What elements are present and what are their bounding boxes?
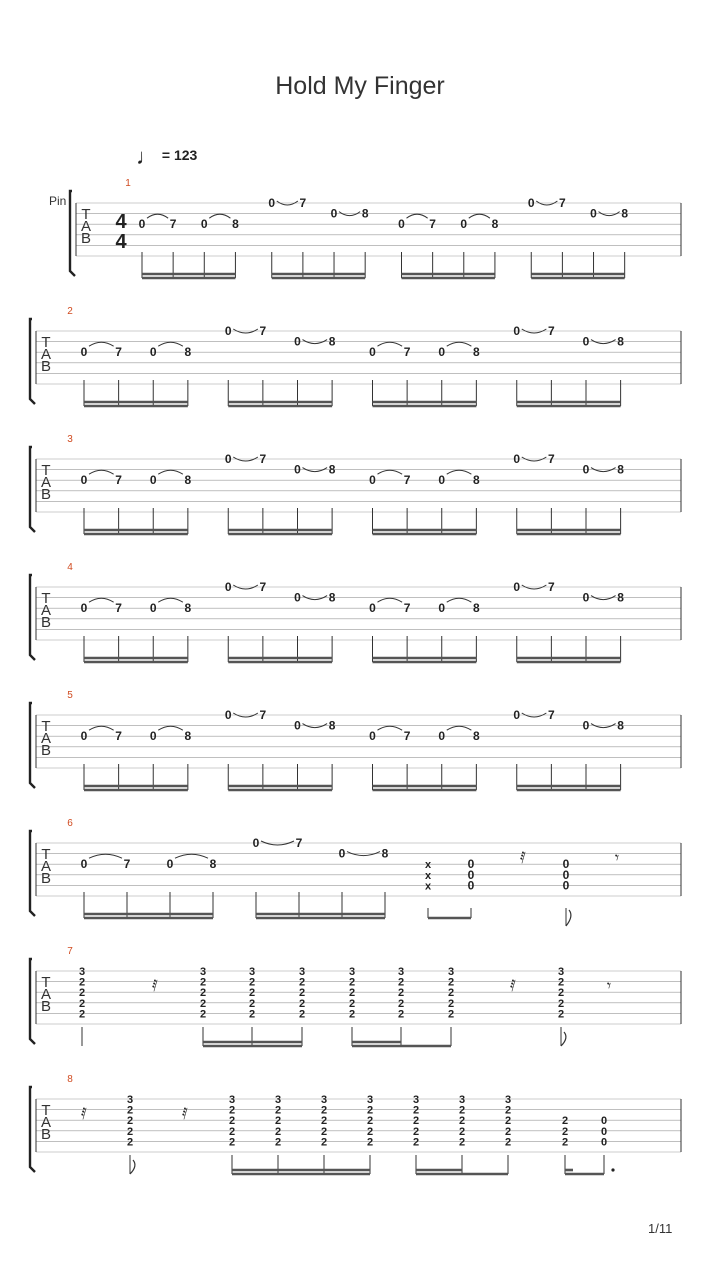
slide-slur bbox=[158, 726, 183, 730]
fret-number: 2 bbox=[458, 1104, 466, 1117]
measure-3 bbox=[30, 434, 681, 534]
fret-number: 0 bbox=[562, 857, 570, 872]
fret-number: 8 bbox=[473, 473, 480, 488]
fret-number: 2 bbox=[228, 1136, 236, 1149]
instrument-name: Pin bbox=[49, 194, 67, 208]
fret-number: 2 bbox=[561, 1115, 569, 1128]
fret-number: 2 bbox=[504, 1136, 512, 1149]
fret-number: 8 bbox=[381, 846, 389, 861]
fret-number: 2 bbox=[274, 1104, 282, 1117]
system-bracket bbox=[30, 575, 35, 660]
fret-number: 0 bbox=[294, 334, 301, 349]
fret-number: 2 bbox=[274, 1115, 282, 1128]
slide-slur bbox=[89, 598, 114, 602]
fret-number: 0 bbox=[467, 857, 475, 872]
quarter-note-icon: ♩ bbox=[136, 144, 158, 169]
tab-clef-letter: A bbox=[40, 1114, 52, 1131]
fret-number: 2 bbox=[366, 1115, 374, 1128]
measure-5 bbox=[30, 690, 681, 790]
fret-number: 2 bbox=[557, 1008, 565, 1021]
tab-clef-letter: A bbox=[40, 986, 52, 1003]
fret-number: 0 bbox=[369, 345, 376, 360]
slide-slur bbox=[378, 342, 403, 346]
fret-number: 3 bbox=[78, 966, 86, 978]
fret-number: 8 bbox=[232, 217, 239, 232]
fret-number: 7 bbox=[295, 836, 303, 850]
measure-number: 3 bbox=[67, 434, 73, 445]
fret-number: 2 bbox=[274, 1125, 282, 1138]
fret-number: 3 bbox=[412, 1094, 420, 1106]
measure-number: 8 bbox=[67, 1074, 73, 1085]
fret-number: 8 bbox=[184, 601, 192, 616]
measure-8 bbox=[30, 1074, 681, 1174]
fret-number: 8 bbox=[491, 217, 499, 232]
fret-number: 2 bbox=[366, 1136, 374, 1149]
system-bracket bbox=[30, 319, 35, 404]
fret-number: 0 bbox=[200, 217, 208, 232]
measure-1 bbox=[70, 178, 681, 278]
fret-number: 0 bbox=[80, 473, 88, 488]
fret-number: 7 bbox=[559, 196, 566, 210]
fret-number: 8 bbox=[184, 729, 192, 744]
fret-number: 2 bbox=[348, 987, 356, 1000]
rest-symbol: 𝄾 bbox=[606, 978, 612, 995]
song-title: Hold My Finger bbox=[275, 72, 445, 100]
measure-2 bbox=[30, 306, 681, 406]
system-bracket bbox=[30, 703, 35, 788]
dead-note: x bbox=[424, 880, 432, 893]
slide-slur bbox=[378, 470, 403, 474]
fret-number: 0 bbox=[80, 345, 88, 360]
fret-number: 8 bbox=[473, 729, 480, 744]
fret-number: 0 bbox=[268, 196, 276, 210]
fret-number: 2 bbox=[504, 1104, 512, 1117]
tab-clef-letter: T bbox=[41, 846, 51, 863]
fret-number: 8 bbox=[328, 590, 336, 605]
fret-number: 8 bbox=[209, 857, 217, 872]
fret-number: 8 bbox=[328, 718, 336, 733]
fret-number: 7 bbox=[548, 580, 555, 594]
fret-number: 3 bbox=[557, 966, 565, 978]
fret-number: 8 bbox=[184, 345, 192, 360]
fret-number: 0 bbox=[252, 836, 260, 850]
note-flag bbox=[130, 1160, 135, 1174]
fret-number: 0 bbox=[527, 196, 535, 210]
fret-number: 8 bbox=[617, 590, 624, 605]
fret-number: 2 bbox=[320, 1136, 328, 1149]
fret-number: 3 bbox=[447, 966, 455, 978]
fret-number: 2 bbox=[557, 997, 565, 1010]
fret-number: 0 bbox=[438, 473, 446, 488]
fret-number: 7 bbox=[403, 729, 411, 744]
fret-number: 8 bbox=[473, 345, 480, 360]
fret-number: 0 bbox=[149, 473, 157, 488]
tab-clef-letter: B bbox=[40, 1126, 52, 1143]
fret-number: 2 bbox=[397, 987, 405, 1000]
fret-number: 0 bbox=[224, 580, 232, 594]
tab-clef-letter: A bbox=[40, 730, 52, 747]
slide-slur bbox=[89, 726, 114, 730]
dead-note: x bbox=[424, 859, 432, 872]
fret-number: 7 bbox=[115, 601, 122, 616]
fret-number: 0 bbox=[582, 718, 590, 733]
system-bracket bbox=[30, 1087, 35, 1172]
fret-number: 2 bbox=[320, 1115, 328, 1128]
fret-number: 7 bbox=[403, 473, 411, 488]
measure-6 bbox=[30, 818, 681, 926]
fret-number: 2 bbox=[320, 1125, 328, 1138]
fret-number: 7 bbox=[259, 324, 267, 338]
fret-number: 2 bbox=[78, 987, 86, 1000]
fret-number: 0 bbox=[600, 1125, 608, 1138]
rest-symbol: 𝅀 bbox=[520, 850, 526, 867]
fret-number: 2 bbox=[412, 1136, 420, 1149]
fret-number: 3 bbox=[504, 1094, 512, 1106]
fret-number: 2 bbox=[274, 1136, 282, 1149]
slide-slur bbox=[175, 854, 208, 858]
fret-number: 2 bbox=[126, 1115, 134, 1128]
note-flag bbox=[561, 1032, 566, 1046]
fret-number: 2 bbox=[248, 987, 256, 1000]
fret-number: 0 bbox=[600, 1115, 608, 1128]
measure-number: 6 bbox=[67, 818, 73, 829]
fret-number: 2 bbox=[557, 976, 565, 989]
fret-number: 2 bbox=[348, 997, 356, 1010]
fret-number: 7 bbox=[548, 708, 555, 722]
fret-number: 0 bbox=[467, 878, 475, 893]
dead-note: x bbox=[424, 869, 432, 882]
fret-number: 2 bbox=[78, 976, 86, 989]
fret-number: 3 bbox=[348, 966, 356, 978]
fret-number: 0 bbox=[438, 345, 446, 360]
fret-number: 2 bbox=[412, 1115, 420, 1128]
fret-number: 7 bbox=[259, 452, 267, 466]
slide-slur bbox=[447, 726, 472, 730]
slide-slur bbox=[89, 854, 122, 858]
fret-number: 0 bbox=[149, 345, 157, 360]
slide-slur bbox=[378, 726, 403, 730]
fret-number: 3 bbox=[274, 1094, 282, 1106]
fret-number: 2 bbox=[348, 1008, 356, 1021]
fret-number: 2 bbox=[126, 1136, 134, 1149]
fret-number: 0 bbox=[513, 580, 521, 594]
fret-number: 2 bbox=[228, 1115, 236, 1128]
fret-number: 0 bbox=[460, 217, 468, 232]
tab-clef-letter: B bbox=[40, 870, 52, 887]
fret-number: 8 bbox=[621, 206, 629, 221]
fret-number: 2 bbox=[561, 1125, 569, 1138]
rest-symbol: 𝅀 bbox=[510, 978, 516, 995]
fret-number: 8 bbox=[361, 206, 369, 221]
fret-number: 0 bbox=[369, 473, 376, 488]
fret-number: 2 bbox=[199, 987, 207, 1000]
tab-clef-letter: T bbox=[41, 974, 51, 991]
fret-number: 7 bbox=[259, 708, 267, 722]
fret-number: 7 bbox=[115, 345, 122, 360]
fret-number: 3 bbox=[298, 966, 306, 978]
measure-7 bbox=[30, 946, 681, 1046]
fret-number: 7 bbox=[548, 324, 555, 338]
tab-clef-letter: A bbox=[40, 602, 52, 619]
fret-number: 2 bbox=[298, 987, 306, 1000]
slide-slur bbox=[158, 598, 183, 602]
rest-symbol: 𝅀 bbox=[152, 978, 158, 995]
fret-number: 3 bbox=[199, 966, 207, 978]
fret-number: 0 bbox=[582, 590, 590, 605]
tab-clef-letter: T bbox=[41, 718, 51, 735]
fret-number: 2 bbox=[78, 997, 86, 1010]
slide-slur bbox=[447, 342, 472, 346]
fret-number: 8 bbox=[328, 334, 336, 349]
fret-number: 2 bbox=[447, 987, 455, 1000]
rest-symbol: 𝄾 bbox=[614, 850, 620, 867]
fret-number: 2 bbox=[458, 1136, 466, 1149]
slide-slur bbox=[158, 342, 183, 346]
fret-number: 7 bbox=[115, 473, 122, 488]
fret-number: 2 bbox=[298, 1008, 306, 1021]
fret-number: 0 bbox=[438, 601, 446, 616]
fret-number: 2 bbox=[126, 1104, 134, 1117]
system-bracket bbox=[30, 447, 35, 532]
tab-clef-letter: B bbox=[40, 998, 52, 1015]
page-indicator: 1/11 bbox=[648, 1221, 673, 1236]
fret-number: 2 bbox=[228, 1104, 236, 1117]
fret-number: 2 bbox=[199, 997, 207, 1010]
fret-number: 2 bbox=[458, 1115, 466, 1128]
fret-number: 0 bbox=[138, 217, 146, 232]
measure-number: 2 bbox=[67, 306, 73, 317]
measure-number: 1 bbox=[125, 178, 131, 189]
fret-number: 0 bbox=[369, 601, 376, 616]
fret-number: 0 bbox=[294, 590, 301, 605]
fret-number: 3 bbox=[458, 1094, 466, 1106]
fret-number: 7 bbox=[259, 580, 267, 594]
measure-number: 4 bbox=[67, 562, 73, 573]
fret-number: 8 bbox=[473, 601, 480, 616]
fret-number: 2 bbox=[504, 1125, 512, 1138]
fret-number: 0 bbox=[224, 324, 232, 338]
slide-slur bbox=[469, 214, 490, 218]
note-flag bbox=[566, 910, 571, 926]
fret-number: 2 bbox=[248, 997, 256, 1010]
fret-number: 2 bbox=[447, 997, 455, 1010]
fret-number: 8 bbox=[328, 462, 336, 477]
fret-number: 3 bbox=[397, 966, 405, 978]
fret-number: 2 bbox=[366, 1125, 374, 1138]
tab-clef-letter: A bbox=[80, 218, 92, 235]
fret-number: 2 bbox=[366, 1104, 374, 1117]
tab-clef-letter: T bbox=[81, 206, 91, 223]
fret-number: 2 bbox=[348, 976, 356, 989]
fret-number: 2 bbox=[557, 987, 565, 1000]
fret-number: 0 bbox=[513, 452, 521, 466]
fret-number: 7 bbox=[548, 452, 555, 466]
fret-number: 0 bbox=[369, 729, 376, 744]
tab-clef-letter: B bbox=[40, 614, 52, 631]
system-bracket bbox=[70, 191, 75, 276]
fret-number: 0 bbox=[80, 601, 88, 616]
fret-number: 0 bbox=[590, 206, 597, 221]
fret-number: 7 bbox=[123, 857, 131, 872]
slide-slur bbox=[378, 598, 403, 602]
rest-symbol: 𝅀 bbox=[182, 1106, 188, 1123]
fret-number: 0 bbox=[513, 708, 521, 722]
fret-number: 8 bbox=[617, 334, 624, 349]
slide-slur bbox=[89, 342, 114, 346]
fret-number: 0 bbox=[438, 729, 446, 744]
fret-number: 0 bbox=[562, 878, 570, 893]
fret-number: 7 bbox=[115, 729, 122, 744]
fret-number: 3 bbox=[228, 1094, 236, 1106]
fret-number: 2 bbox=[447, 976, 455, 989]
fret-number: 7 bbox=[403, 345, 411, 360]
slide-slur bbox=[89, 470, 114, 474]
tab-clef-letter: T bbox=[41, 334, 51, 351]
tab-clef-letter: B bbox=[40, 486, 52, 503]
fret-number: 0 bbox=[80, 857, 88, 872]
time-sig-bottom: 4 bbox=[115, 231, 127, 253]
fret-number: 0 bbox=[600, 1136, 608, 1149]
slide-slur bbox=[158, 470, 183, 474]
fret-number: 0 bbox=[582, 462, 590, 477]
fret-number: 7 bbox=[299, 196, 307, 210]
fret-number: 8 bbox=[184, 473, 192, 488]
dot bbox=[611, 1168, 614, 1171]
fret-number: 0 bbox=[294, 718, 301, 733]
fret-number: 0 bbox=[294, 462, 301, 477]
fret-number: 2 bbox=[412, 1104, 420, 1117]
fret-number: 2 bbox=[199, 976, 207, 989]
tab-clef-letter: A bbox=[40, 474, 52, 491]
fret-number: 3 bbox=[366, 1094, 374, 1106]
rest-symbol: 𝅀 bbox=[81, 1106, 87, 1123]
fret-number: 3 bbox=[320, 1094, 328, 1106]
fret-number: 2 bbox=[412, 1125, 420, 1138]
fret-number: 2 bbox=[397, 1008, 405, 1021]
tempo-value: = 123 bbox=[161, 147, 198, 163]
fret-number: 8 bbox=[617, 718, 624, 733]
fret-number: 8 bbox=[617, 462, 624, 477]
fret-number: 0 bbox=[338, 846, 346, 861]
fret-number: 0 bbox=[166, 857, 174, 872]
fret-number: 2 bbox=[126, 1125, 134, 1138]
time-sig-top: 4 bbox=[115, 211, 127, 233]
fret-number: 2 bbox=[199, 1008, 207, 1021]
fret-number: 2 bbox=[78, 1008, 86, 1021]
system-bracket bbox=[30, 831, 35, 916]
slide-slur bbox=[447, 470, 472, 474]
fret-number: 0 bbox=[149, 729, 157, 744]
fret-number: 2 bbox=[397, 976, 405, 989]
fret-number: 2 bbox=[228, 1125, 236, 1138]
fret-number: 0 bbox=[224, 708, 232, 722]
tab-clef-letter: T bbox=[41, 590, 51, 607]
measure-4 bbox=[30, 562, 681, 662]
fret-number: 2 bbox=[458, 1125, 466, 1138]
fret-number: 2 bbox=[298, 976, 306, 989]
fret-number: 0 bbox=[224, 452, 232, 466]
fret-number: 3 bbox=[126, 1094, 134, 1106]
fret-number: 0 bbox=[467, 867, 475, 882]
tab-clef-letter: B bbox=[40, 358, 52, 375]
fret-number: 7 bbox=[169, 217, 177, 232]
fret-number: 2 bbox=[504, 1115, 512, 1128]
fret-number: 2 bbox=[397, 997, 405, 1010]
fret-number: 0 bbox=[398, 217, 405, 232]
slide-slur bbox=[447, 598, 472, 602]
fret-number: 2 bbox=[447, 1008, 455, 1021]
system-bracket bbox=[30, 959, 35, 1044]
tab-clef-letter: T bbox=[41, 462, 51, 479]
fret-number: 2 bbox=[320, 1104, 328, 1117]
measure-number: 7 bbox=[67, 946, 73, 957]
tab-clef-letter: T bbox=[41, 1102, 51, 1119]
fret-number: 2 bbox=[298, 997, 306, 1010]
fret-number: 7 bbox=[403, 601, 411, 616]
slide-slur bbox=[147, 214, 168, 218]
fret-number: 7 bbox=[429, 217, 436, 232]
fret-number: 2 bbox=[561, 1136, 569, 1149]
fret-number: 0 bbox=[80, 729, 88, 744]
tab-clef-letter: B bbox=[80, 230, 92, 247]
tab-clef-letter: A bbox=[40, 346, 52, 363]
tab-clef-letter: A bbox=[40, 858, 52, 875]
fret-number: 0 bbox=[149, 601, 157, 616]
fret-number: 0 bbox=[582, 334, 590, 349]
fret-number: 0 bbox=[513, 324, 521, 338]
slide-slur bbox=[407, 214, 428, 218]
fret-number: 0 bbox=[562, 867, 570, 882]
fret-number: 2 bbox=[248, 976, 256, 989]
fret-number: 3 bbox=[248, 966, 256, 978]
fret-number: 2 bbox=[248, 1008, 256, 1021]
slide-slur bbox=[209, 214, 230, 218]
tab-clef-letter: B bbox=[40, 742, 52, 759]
measure-number: 5 bbox=[67, 690, 73, 701]
fret-number: 0 bbox=[330, 206, 338, 221]
